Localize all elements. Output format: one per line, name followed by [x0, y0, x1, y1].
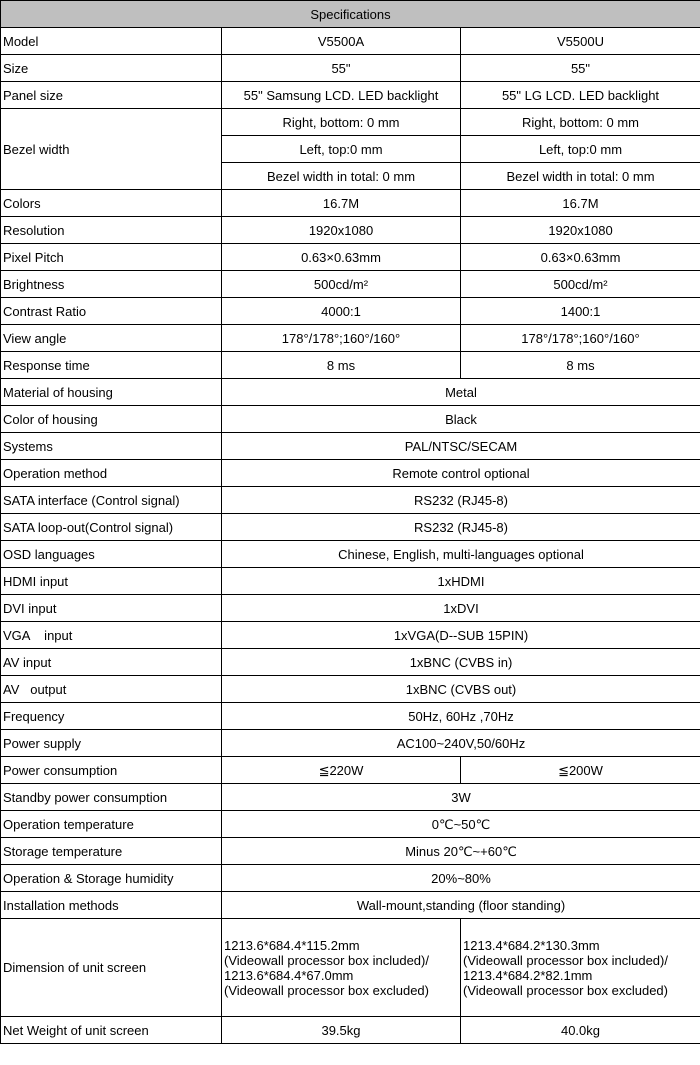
- spec-value-both: 1xDVI: [222, 595, 700, 622]
- spec-label: DVI input: [1, 595, 222, 622]
- spec-value-v5500u: 16.7M: [461, 190, 700, 217]
- spec-label: Model: [1, 28, 222, 55]
- spec-label: OSD languages: [1, 541, 222, 568]
- spec-label: Operation method: [1, 460, 222, 487]
- spec-row-bezel-width: [1, 109, 700, 136]
- dimension-line: 1213.4*684.2*130.3mm: [463, 937, 600, 953]
- spec-label: Material of housing: [1, 379, 222, 406]
- dimension-line: (Videowall processor box included)/: [463, 952, 668, 968]
- spec-row-hdmi-input: [1, 568, 700, 595]
- spec-value-both: RS232 (RJ45-8): [222, 514, 700, 541]
- spec-row-colors: [1, 190, 700, 217]
- spec-row-color-of-housing: [1, 406, 700, 433]
- spec-value-both: Black: [222, 406, 700, 433]
- spec-label: Power supply: [1, 730, 222, 757]
- dimension-line: (Videowall processor box excluded): [224, 982, 429, 998]
- spec-value-v5500a: ≦220W: [222, 757, 461, 784]
- spec-row-power-consumption: [1, 757, 700, 784]
- spec-value-v5500u: V5500U: [461, 28, 700, 55]
- spec-value-v5500a: 0.63×0.63mm: [222, 244, 461, 271]
- table-title-row: [1, 1, 700, 28]
- spec-row-brightness: [1, 271, 700, 298]
- spec-value-v5500a: 1920x1080: [222, 217, 461, 244]
- dimension-line: 1213.4*684.2*82.1mm: [463, 967, 593, 983]
- spec-value-v5500u: 178°/178°;160°/160°: [461, 325, 700, 352]
- spec-label: Systems: [1, 433, 222, 460]
- spec-value-v5500u: ≦200W: [461, 757, 700, 784]
- spec-label: Installation methods: [1, 892, 222, 919]
- spec-value-v5500a: 55": [222, 55, 461, 82]
- spec-row-installation-methods: [1, 892, 700, 919]
- spec-value-v5500a: V5500A: [222, 28, 461, 55]
- spec-row-sata-loop-out-control-signal: [1, 514, 700, 541]
- spec-label: Operation temperature: [1, 811, 222, 838]
- spec-value-both: 50Hz, 60Hz ,70Hz: [222, 703, 700, 730]
- spec-value-both: 20%~80%: [222, 865, 700, 892]
- spec-value-v5500a: 16.7M: [222, 190, 461, 217]
- table-title: Specifications: [1, 1, 700, 28]
- spec-value-both: 0℃~50℃: [222, 811, 700, 838]
- spec-value-both: PAL/NTSC/SECAM: [222, 433, 700, 460]
- spec-value-both: 3W: [222, 784, 700, 811]
- spec-row-vga-input: [1, 622, 700, 649]
- spec-value-v5500u: 55" LG LCD. LED backlight: [461, 82, 700, 109]
- spec-value-both: Minus 20℃~+60℃: [222, 838, 700, 865]
- spec-value-v5500a: 8 ms: [222, 352, 461, 379]
- spec-row-net-weight-of-unit-screen: [1, 1017, 700, 1044]
- spec-row-standby-power-consumption: [1, 784, 700, 811]
- spec-row-operation-method: [1, 460, 700, 487]
- spec-row-dvi-input: [1, 595, 700, 622]
- spec-value-v5500u: 55": [461, 55, 700, 82]
- spec-value-v5500a: 55" Samsung LCD. LED backlight: [222, 82, 461, 109]
- spec-value-v5500a: Left, top:0 mm: [222, 136, 461, 163]
- spec-label: Power consumption: [1, 757, 222, 784]
- spec-value-v5500u: 1400:1: [461, 298, 700, 325]
- spec-value-v5500u: Left, top:0 mm: [461, 136, 700, 163]
- spec-row-model: [1, 28, 700, 55]
- dimension-line: (Videowall processor box excluded): [463, 982, 668, 998]
- spec-row-pixel-pitch: [1, 244, 700, 271]
- spec-row-material-of-housing: [1, 379, 700, 406]
- spec-row-contrast-ratio: [1, 298, 700, 325]
- spec-value-both: 1xBNC (CVBS in): [222, 649, 700, 676]
- spec-value-v5500u: Right, bottom: 0 mm: [461, 109, 700, 136]
- spec-row-response-time: [1, 352, 700, 379]
- spec-row-view-angle: [1, 325, 700, 352]
- spec-label: AV input: [1, 649, 222, 676]
- spec-row-av-input: [1, 649, 700, 676]
- spec-label: SATA interface (Control signal): [1, 487, 222, 514]
- spec-row-frequency: [1, 703, 700, 730]
- spec-label: Pixel Pitch: [1, 244, 222, 271]
- spec-label: Panel size: [1, 82, 222, 109]
- spec-label: Standby power consumption: [1, 784, 222, 811]
- spec-row-operation-temperature: [1, 811, 700, 838]
- spec-value-both: 1xHDMI: [222, 568, 700, 595]
- spec-value-v5500u: 1920x1080: [461, 217, 700, 244]
- spec-label: VGA input: [1, 622, 222, 649]
- spec-row-power-supply: [1, 730, 700, 757]
- spec-value-both: Metal: [222, 379, 700, 406]
- spec-label: Colors: [1, 190, 222, 217]
- spec-row-resolution: [1, 217, 700, 244]
- spec-label: Size: [1, 55, 222, 82]
- dimension-line: (Videowall processor box included)/: [224, 952, 429, 968]
- spec-value-both: Chinese, English, multi-languages optional: [222, 541, 700, 568]
- spec-value-v5500a: Right, bottom: 0 mm: [222, 109, 461, 136]
- spec-value-both: 1xBNC (CVBS out): [222, 676, 700, 703]
- spec-value-both: 1xVGA(D--SUB 15PIN): [222, 622, 700, 649]
- spec-value-v5500u: 40.0kg: [461, 1017, 700, 1044]
- spec-value-both: AC100~240V,50/60Hz: [222, 730, 700, 757]
- spec-row-panel-size: [1, 82, 700, 109]
- spec-label: SATA loop-out(Control signal): [1, 514, 222, 541]
- spec-label: Net Weight of unit screen: [1, 1017, 222, 1044]
- spec-label: Storage temperature: [1, 838, 222, 865]
- spec-label: Dimension of unit screen: [1, 919, 222, 1017]
- spec-value-v5500a: 500cd/m²: [222, 271, 461, 298]
- spec-row-storage-temperature: [1, 838, 700, 865]
- spec-row-systems: [1, 433, 700, 460]
- spec-value-both: Remote control optional: [222, 460, 700, 487]
- spec-value-v5500a: Bezel width in total: 0 mm: [222, 163, 461, 190]
- spec-value-v5500a: 4000:1: [222, 298, 461, 325]
- spec-value-v5500a: 39.5kg: [222, 1017, 461, 1044]
- spec-row-osd-languages: [1, 541, 700, 568]
- spec-row-sata-interface-control-signal: [1, 487, 700, 514]
- spec-value-both: RS232 (RJ45-8): [222, 487, 700, 514]
- spec-label: Brightness: [1, 271, 222, 298]
- spec-row-size: [1, 55, 700, 82]
- spec-value-v5500a: [222, 919, 461, 1017]
- dimension-line: 1213.6*684.4*115.2mm: [224, 937, 360, 953]
- spec-row-operation-storage-humidity: [1, 865, 700, 892]
- spec-label: HDMI input: [1, 568, 222, 595]
- spec-value-v5500u: 500cd/m²: [461, 271, 700, 298]
- spec-label: Frequency: [1, 703, 222, 730]
- spec-row-av-output: [1, 676, 700, 703]
- spec-value-v5500u: [461, 919, 700, 1017]
- spec-value-both: Wall-mount,standing (floor standing): [222, 892, 700, 919]
- spec-label: Operation & Storage humidity: [1, 865, 222, 892]
- spec-label: Resolution: [1, 217, 222, 244]
- spec-row-dimension-of-unit-screen: [1, 919, 700, 1017]
- spec-label: AV output: [1, 676, 222, 703]
- spec-value-v5500u: 0.63×0.63mm: [461, 244, 700, 271]
- spec-value-v5500a: 178°/178°;160°/160°: [222, 325, 461, 352]
- spec-label: Contrast Ratio: [1, 298, 222, 325]
- spec-label: View angle: [1, 325, 222, 352]
- spec-label: Color of housing: [1, 406, 222, 433]
- spec-label: Bezel width: [1, 109, 222, 190]
- spec-value-v5500u: Bezel width in total: 0 mm: [461, 163, 700, 190]
- spec-value-v5500u: 8 ms: [461, 352, 700, 379]
- dimension-line: 1213.6*684.4*67.0mm: [224, 967, 354, 983]
- spec-label: Response time: [1, 352, 222, 379]
